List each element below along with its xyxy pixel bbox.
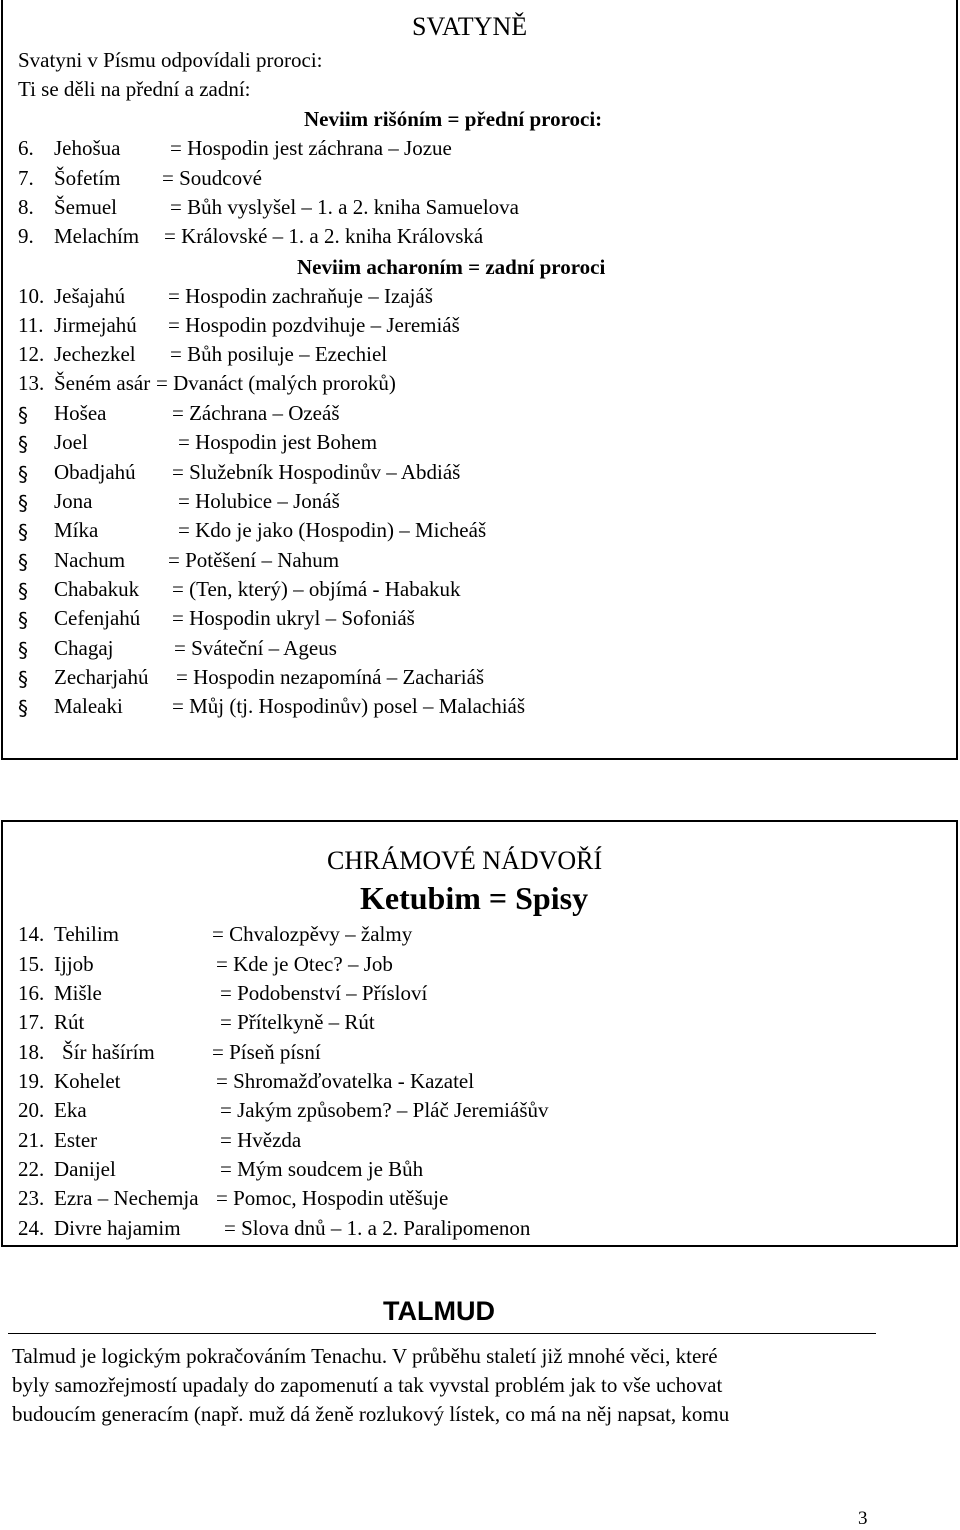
list-item: [18, 340, 388, 369]
talmud-rule: [8, 1333, 876, 1334]
item-name: Zecharjahú: [54, 665, 149, 689]
item-meaning: = Chvalozpěvy – žalmy: [212, 922, 413, 946]
talmud-title: TALMUD: [383, 1296, 495, 1326]
item-number: 12.: [18, 342, 45, 366]
svatyne-intro-2: Ti se děli na přední a zadní:: [18, 77, 251, 101]
item-name: Melachím: [54, 224, 140, 248]
list-item: [18, 1096, 549, 1125]
item-meaning: = Píseň písní: [212, 1040, 321, 1064]
nadvori-title: CHRÁMOVÉ NÁDVOŘÍ: [327, 846, 603, 875]
item-meaning: = Holubice – Jonáš: [178, 489, 340, 513]
section-sign-icon: §: [18, 608, 28, 632]
section-sign-icon: §: [18, 403, 28, 427]
item-meaning: = Jakým způsobem? – Pláč Jeremiášův: [220, 1098, 549, 1122]
list-item: [18, 920, 413, 949]
section-sign-icon: §: [18, 550, 28, 574]
section-sign-icon: §: [18, 520, 28, 544]
item-name: Maleaki: [54, 694, 123, 718]
item-name: Šemuel: [54, 195, 117, 219]
item-name: Ester: [54, 1128, 98, 1152]
nadvori-subtitle: Ketubim = Spisy: [360, 880, 589, 916]
item-meaning: = Bůh posiluje – Ezechiel: [170, 342, 388, 366]
item-meaning: = Shromažďovatelka - Kazatel: [216, 1069, 475, 1093]
section-sign-icon: §: [18, 667, 28, 691]
item-meaning: = Hospodin nezapomíná – Zachariáš: [176, 665, 485, 689]
item-name: Eka: [54, 1098, 87, 1122]
item-name: Rút: [54, 1010, 85, 1034]
section-sign-icon: §: [18, 579, 28, 603]
list-item: [18, 1214, 531, 1243]
item-name: Mišle: [54, 981, 102, 1005]
item-meaning: = Soudcové: [162, 166, 262, 190]
page-number: 3: [858, 1508, 868, 1529]
item-meaning: = Slova dnů – 1. a 2. Paralipomenon: [224, 1216, 531, 1240]
item-number: 20.: [18, 1098, 45, 1122]
item-name: Šír hašírím: [62, 1040, 155, 1064]
list-item: [18, 164, 262, 193]
list-item: [18, 1038, 321, 1067]
item-number: 10.: [18, 284, 45, 308]
item-name: Chabakuk: [54, 577, 140, 601]
item-number: 15.: [18, 952, 45, 976]
svatyne-intro-1: Svatyni v Písmu odpovídali proroci:: [18, 48, 323, 72]
list-item: [18, 979, 428, 1008]
item-meaning: = Kde je Otec? – Job: [216, 952, 393, 976]
item-meaning: = Hospodin jest Bohem: [178, 430, 378, 454]
item-name: Nachum: [54, 548, 126, 572]
item-name: Jehošua: [54, 136, 121, 160]
item-name: Jechezkel: [54, 342, 136, 366]
item-meaning: = Hospodin zachraňuje – Izajáš: [168, 284, 433, 308]
item-meaning: = Kdo je jako (Hospodin) – Micheáš: [178, 518, 487, 542]
item-number: 6.: [18, 136, 34, 160]
item-meaning: = Pomoc, Hospodin utěšuje: [216, 1186, 449, 1210]
item-number: 19.: [18, 1069, 45, 1093]
item-meaning: = Hvězda: [220, 1128, 302, 1152]
item-meaning: = Hospodin pozdvihuje – Jeremiáš: [168, 313, 460, 337]
item-name: Chagaj: [54, 636, 114, 660]
item-number: 11.: [18, 313, 44, 337]
item-number: 14.: [18, 922, 45, 946]
item-name: Cefenjahú: [54, 606, 141, 630]
item-meaning: = Podobenství – Přísloví: [220, 981, 428, 1005]
item-number: 7.: [18, 166, 34, 190]
item-number: 22.: [18, 1157, 45, 1181]
item-meaning: = Přítelkyně – Rút: [220, 1010, 375, 1034]
item-meaning: = Mým soudcem je Bůh: [220, 1157, 424, 1181]
item-meaning: = Královské – 1. a 2. kniha Královská: [164, 224, 484, 248]
item-meaning: = Potěšení – Nahum: [168, 548, 340, 572]
list-item: [18, 311, 460, 340]
item-number: 18.: [18, 1040, 45, 1064]
item-number: 21.: [18, 1128, 45, 1152]
item-meaning: = Sváteční – Ageus: [174, 636, 337, 660]
talmud-line-2: byly samozřejmostí upadaly do zapomenutí a tak vyvstal problém jak to vše uchovat: [12, 1373, 723, 1397]
item-meaning: = Hospodin ukryl – Sofoniáš: [172, 606, 415, 630]
list-item: [18, 1184, 449, 1213]
item-name: Míka: [54, 518, 99, 542]
item-name: Kohelet: [54, 1069, 121, 1093]
talmud-line-3: budoucím generacím (např. muž dá ženě rozlukový lístek, co má na něj napsat, komu: [12, 1402, 730, 1426]
item-number: 9.: [18, 224, 34, 248]
svatyne-title: SVATYNĚ: [412, 12, 528, 41]
section-sign-icon: §: [18, 638, 28, 662]
latter-prophets-heading: Neviim acharoním = zadní proroci: [297, 255, 606, 279]
item-meaning: = Dvanáct (malých proroků): [156, 371, 396, 395]
item-number: 16.: [18, 981, 45, 1005]
list-item: [18, 1067, 475, 1096]
former-prophets-heading: Neviim rišóním = přední proroci:: [304, 107, 603, 131]
item-name: Hošea: [54, 401, 107, 425]
list-item: [18, 950, 393, 979]
list-item: [18, 282, 433, 311]
talmud-line-1: Talmud je logickým pokračováním Tenachu. V průběhu staletí již mnohé věci, které: [12, 1344, 718, 1368]
section-sign-icon: §: [18, 432, 28, 456]
item-name: Danijel: [54, 1157, 116, 1181]
item-meaning: = (Ten, který) – objímá - Habakuk: [172, 577, 461, 601]
item-name: Joel: [54, 430, 88, 454]
list-item: [18, 369, 396, 398]
item-meaning: = Bůh vyslyšel – 1. a 2. kniha Samuelova: [170, 195, 519, 219]
list-item: [18, 1155, 424, 1184]
item-name: Divre hajamim: [54, 1216, 181, 1240]
item-number: 17.: [18, 1010, 45, 1034]
item-number: 23.: [18, 1186, 45, 1210]
section-sign-icon: §: [18, 462, 28, 486]
item-name: Šeném asár: [54, 371, 151, 395]
item-meaning: = Záchrana – Ozeáš: [172, 401, 340, 425]
item-meaning: = Můj (tj. Hospodinův) posel – Malachiáš: [172, 694, 526, 718]
section-sign-icon: §: [18, 491, 28, 515]
item-name: Ezra – Nechemja: [54, 1186, 199, 1210]
list-item: [18, 222, 484, 251]
item-name: Obadjahú: [54, 460, 136, 484]
section-sign-icon: §: [18, 696, 28, 720]
item-name: Ješajahú: [54, 284, 126, 308]
item-name: Jona: [54, 489, 93, 513]
item-meaning: = Služebník Hospodinův – Abdiáš: [172, 460, 461, 484]
item-number: 13.: [18, 371, 45, 395]
item-name: Ijjob: [54, 952, 94, 976]
item-number: 24.: [18, 1216, 45, 1240]
list-item: [18, 193, 519, 222]
list-item: [18, 1126, 302, 1155]
item-number: 8.: [18, 195, 34, 219]
list-item: [18, 134, 452, 163]
list-item: [18, 1008, 375, 1037]
item-name: Tehilim: [54, 922, 120, 946]
item-name: Šofetím: [54, 166, 121, 190]
item-meaning: = Hospodin jest záchrana – Jozue: [170, 136, 452, 160]
item-name: Jirmejahú: [54, 313, 137, 337]
